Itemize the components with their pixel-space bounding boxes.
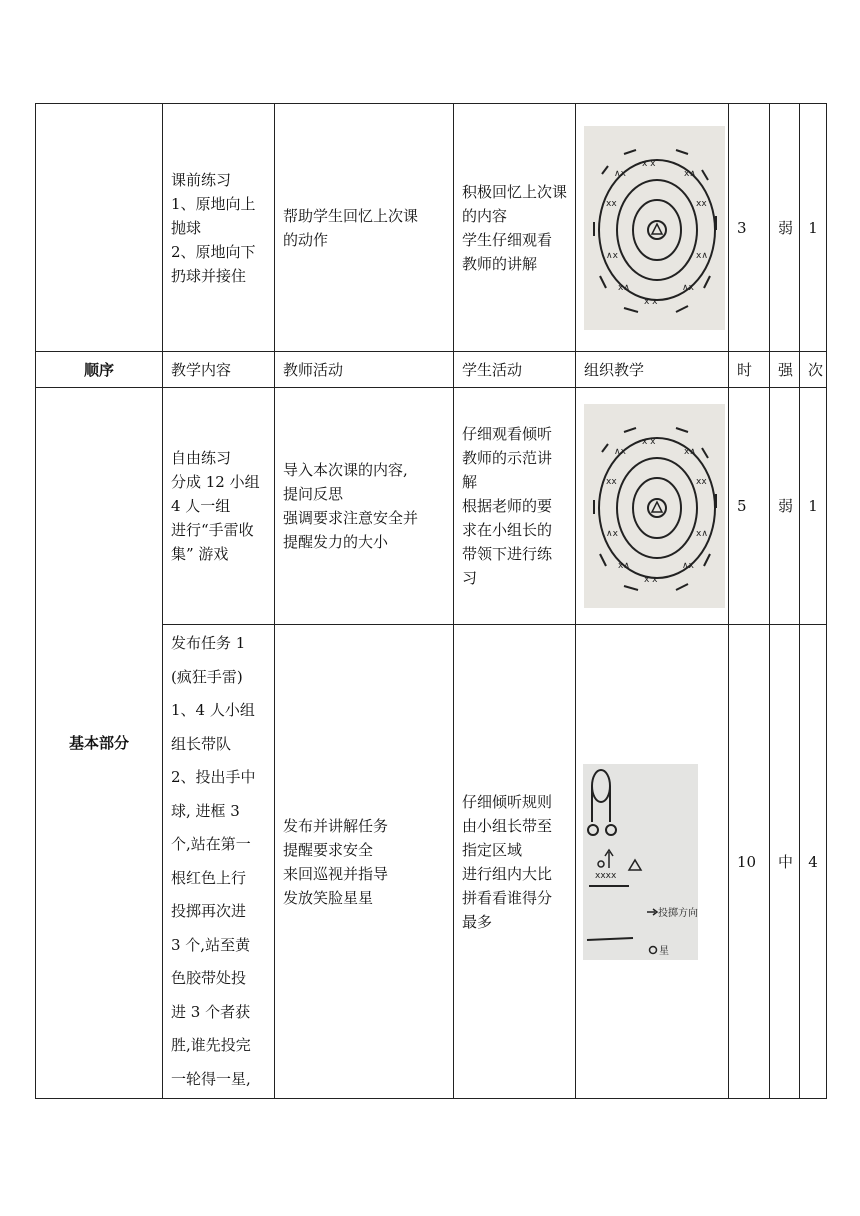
- student-activity-cell: 仔细倾听规则 由小组长带至 指定区域 进行组内大比 拼看看谁得分 最多: [454, 625, 576, 1099]
- svg-text:xx: xx: [606, 198, 617, 209]
- times-cell: 1: [800, 104, 827, 352]
- times-cell: 4: [800, 625, 827, 1099]
- time-cell: 5: [729, 388, 770, 625]
- organization-cell: [576, 388, 729, 625]
- organization-cell: [576, 625, 729, 1099]
- svg-text:∧x: ∧x: [682, 561, 694, 571]
- svg-text:∧x: ∧x: [682, 282, 694, 293]
- student-activity-cell: 仔细观看倾听 教师的示范讲 解 根据老师的要 求在小组长的 带领下进行练 习: [454, 388, 576, 625]
- svg-text:x∧: x∧: [696, 250, 708, 261]
- svg-text:x x: x x: [644, 575, 658, 585]
- svg-text:xx: xx: [696, 477, 707, 487]
- intensity-cell: 弱: [770, 104, 800, 352]
- times-cell: 1: [800, 388, 827, 625]
- svg-text:x∧: x∧: [618, 561, 630, 571]
- teacher-activity-cell: 导入本次课的内容, 提问反思 强调要求注意安全并 提醒发力的大小: [275, 388, 454, 625]
- svg-text:x∧: x∧: [696, 529, 708, 539]
- teacher-activity-cell: 发布并讲解任务 提醒要求安全 来回巡视并指导 发放笑脸星星: [275, 625, 454, 1099]
- header-organization: 组织教学: [576, 352, 729, 388]
- svg-text:xx: xx: [696, 198, 707, 209]
- throwing-field-drawing: [583, 764, 698, 960]
- content-cell: 课前练习 1、原地向上 抛球 2、原地向下 扔球并接住: [163, 104, 275, 352]
- lesson-plan-table: [35, 103, 827, 1099]
- time-cell: 10: [729, 625, 770, 1099]
- svg-text:x∧: x∧: [684, 168, 696, 179]
- header-order: 顺序: [36, 352, 163, 388]
- svg-text:xxxx: xxxx: [595, 870, 617, 881]
- header-intensity: 强: [770, 352, 800, 388]
- svg-text:投掷方向: 投掷方向: [658, 907, 698, 919]
- time-cell: 3: [729, 104, 770, 352]
- svg-text:xx: xx: [606, 477, 617, 487]
- svg-text:星: 星: [659, 945, 669, 957]
- header-row: [36, 352, 827, 388]
- section-cell: 基本部分: [36, 388, 163, 1099]
- table-row: [36, 104, 827, 352]
- student-activity-cell: 积极回忆上次课 的内容 学生仔细观看 教师的讲解: [454, 104, 576, 352]
- section-cell: [36, 104, 163, 352]
- svg-text:∧x: ∧x: [606, 529, 618, 539]
- svg-text:∧x: ∧x: [606, 250, 618, 261]
- header-teacher: 教师活动: [275, 352, 454, 388]
- intensity-cell: 弱: [770, 388, 800, 625]
- content-cell: 发布任务 1 (疯狂手雷) 1、4 人小组 组长带队 2、投出手中 球, 进框 3 个,站在第一 根红色上行 投掷再次进 3 个,站至黄 色胶带处投 进 3 个者获 胜,谁先投完 一轮得一星,: [163, 625, 275, 1099]
- svg-text:x∧: x∧: [618, 282, 630, 293]
- header-student: 学生活动: [454, 352, 576, 388]
- svg-text:x x: x x: [642, 437, 656, 447]
- table-row: [36, 388, 827, 625]
- content-cell: 自由练习 分成 12 小组 4 人一组 进行“手雷收 集” 游戏: [163, 388, 275, 625]
- header-times: 次: [800, 352, 827, 388]
- organization-cell: [576, 104, 729, 352]
- svg-text:x∧: x∧: [684, 447, 696, 457]
- intensity-cell: 中: [770, 625, 800, 1099]
- circle-formation-drawing: [584, 404, 725, 608]
- header-time: 时: [729, 352, 770, 388]
- circle-formation-drawing: [584, 126, 725, 330]
- teacher-activity-cell: 帮助学生回忆上次课 的动作: [275, 104, 454, 352]
- svg-text:∧x: ∧x: [614, 168, 626, 179]
- header-content: 教学内容: [163, 352, 275, 388]
- svg-text:∧x: ∧x: [614, 447, 626, 457]
- svg-text:x x: x x: [644, 296, 658, 307]
- svg-text:x x: x x: [642, 158, 656, 169]
